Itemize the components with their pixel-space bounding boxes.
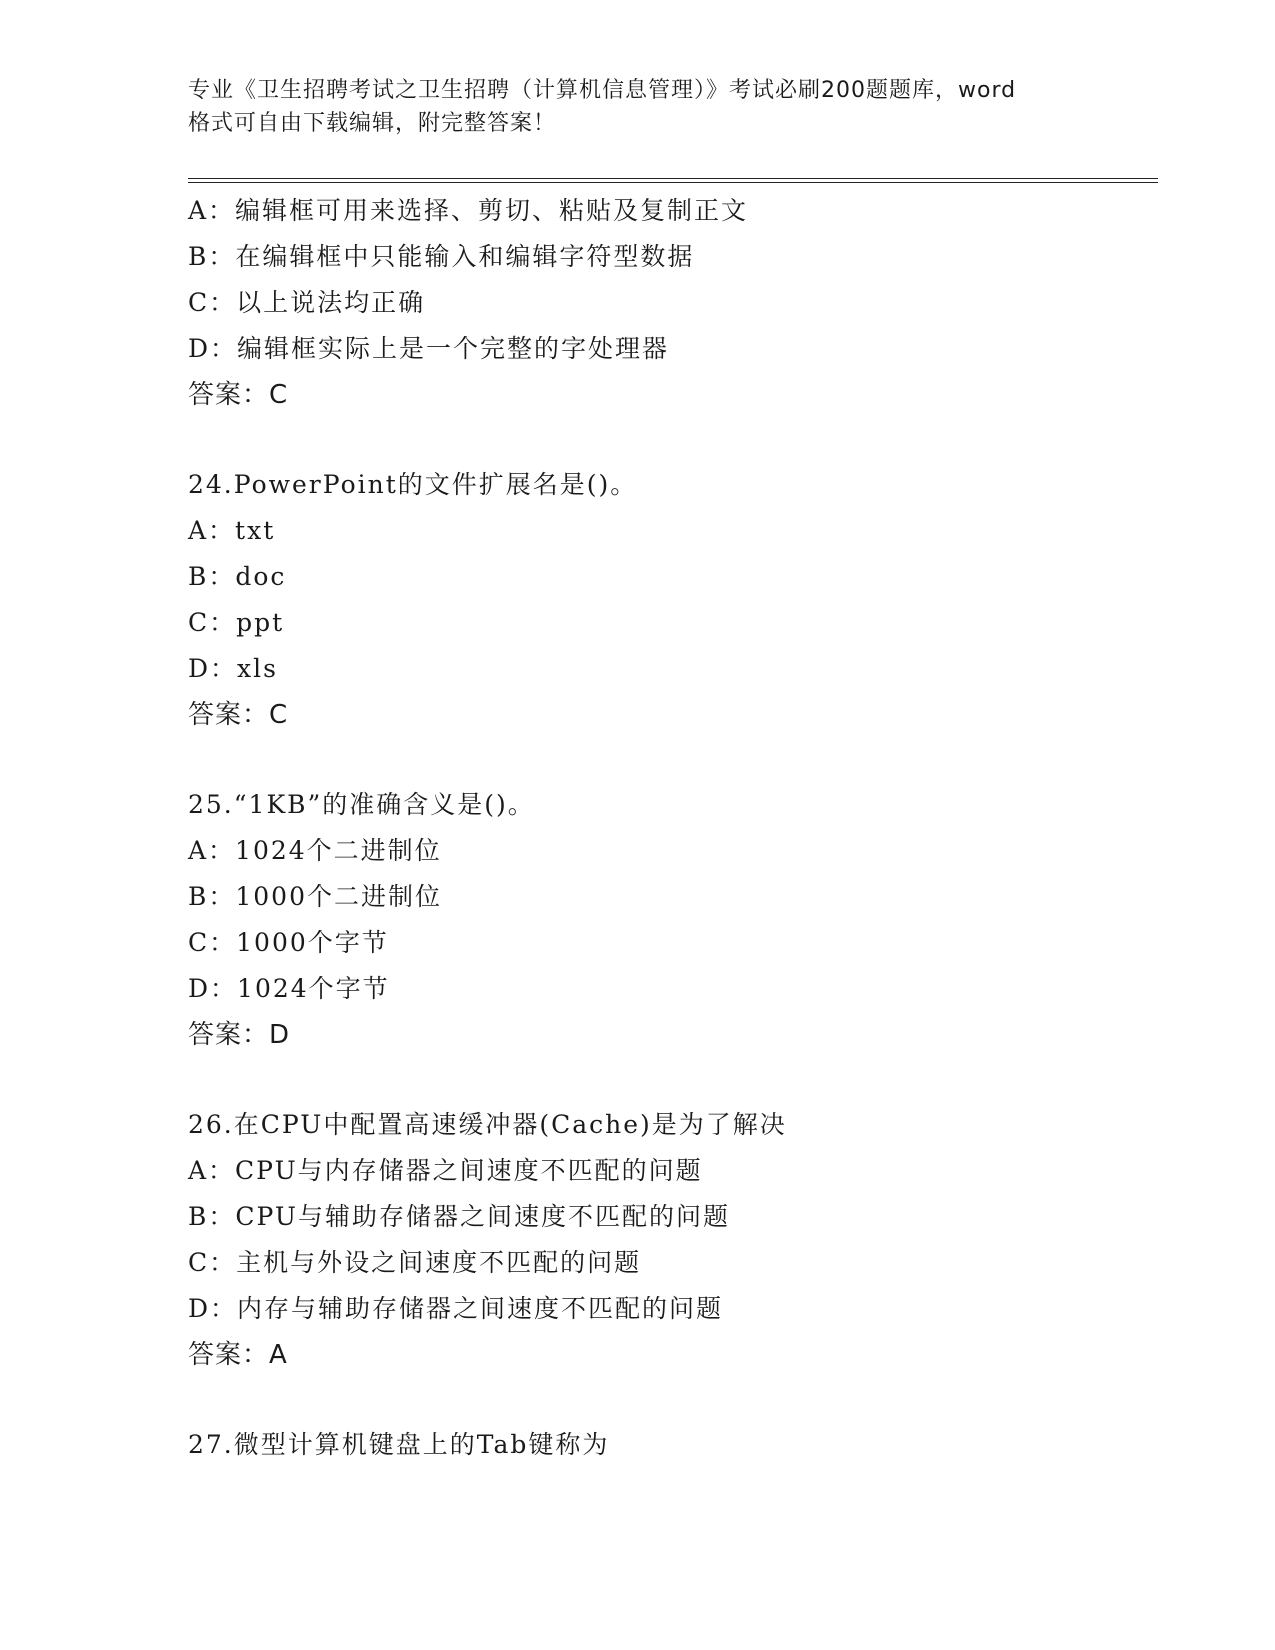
answer: 答案：A xyxy=(188,1340,288,1370)
option-d: D：1024个字节 xyxy=(188,974,390,1003)
option-a: A：1024个二进制位 xyxy=(188,836,442,865)
spacer xyxy=(188,738,1148,782)
header-line-1: 专业《卫生招聘考试之卫生招聘（计算机信息管理）》考试必刷200题题库，word xyxy=(188,78,1017,103)
question-text: 25.“1KB”的准确含义是()。 xyxy=(188,790,535,819)
question-block-23 xyxy=(188,188,1148,418)
answer: 答案：D xyxy=(188,1020,291,1050)
option-a: A：txt xyxy=(188,516,276,545)
option-c: C：主机与外设之间速度不匹配的问题 xyxy=(188,1248,642,1277)
option-b: B：doc xyxy=(188,562,287,591)
question-text: 26.在CPU中配置高速缓冲器(Cache)是为了解决 xyxy=(188,1110,787,1139)
option-b: B：在编辑框中只能输入和编辑字符型数据 xyxy=(188,242,695,271)
question-text: 24.PowerPoint的文件扩展名是()。 xyxy=(188,470,638,499)
document-header xyxy=(188,74,1088,140)
option-c: C：以上说法均正确 xyxy=(188,288,426,317)
option-d: D：内存与辅助存储器之间速度不匹配的问题 xyxy=(188,1294,724,1323)
question-block-26 xyxy=(188,1102,1148,1378)
option-b: B：1000个二进制位 xyxy=(188,882,442,911)
question-block-25 xyxy=(188,782,1148,1058)
option-c: C：ppt xyxy=(188,608,285,637)
spacer xyxy=(188,1058,1148,1102)
option-b: B：CPU与辅助存储器之间速度不匹配的问题 xyxy=(188,1202,730,1231)
answer: 答案：C xyxy=(188,700,289,730)
option-a: A：CPU与内存储器之间速度不匹配的问题 xyxy=(188,1156,703,1185)
option-a: A：编辑框可用来选择、剪切、粘贴及复制正文 xyxy=(188,196,749,225)
spacer xyxy=(188,1378,1148,1422)
header-divider xyxy=(188,178,1158,183)
question-block-27 xyxy=(188,1422,1148,1468)
question-text: 27.微型计算机键盘上的Tab键称为 xyxy=(188,1430,610,1459)
question-list xyxy=(188,188,1148,1468)
option-c: C：1000个字节 xyxy=(188,928,389,957)
question-block-24 xyxy=(188,462,1148,738)
spacer xyxy=(188,418,1148,462)
option-d: D：xls xyxy=(188,654,278,683)
option-d: D：编辑框实际上是一个完整的字处理器 xyxy=(188,334,670,363)
header-line-2: 格式可自由下载编辑，附完整答案！ xyxy=(188,111,557,136)
answer: 答案：C xyxy=(188,380,289,410)
